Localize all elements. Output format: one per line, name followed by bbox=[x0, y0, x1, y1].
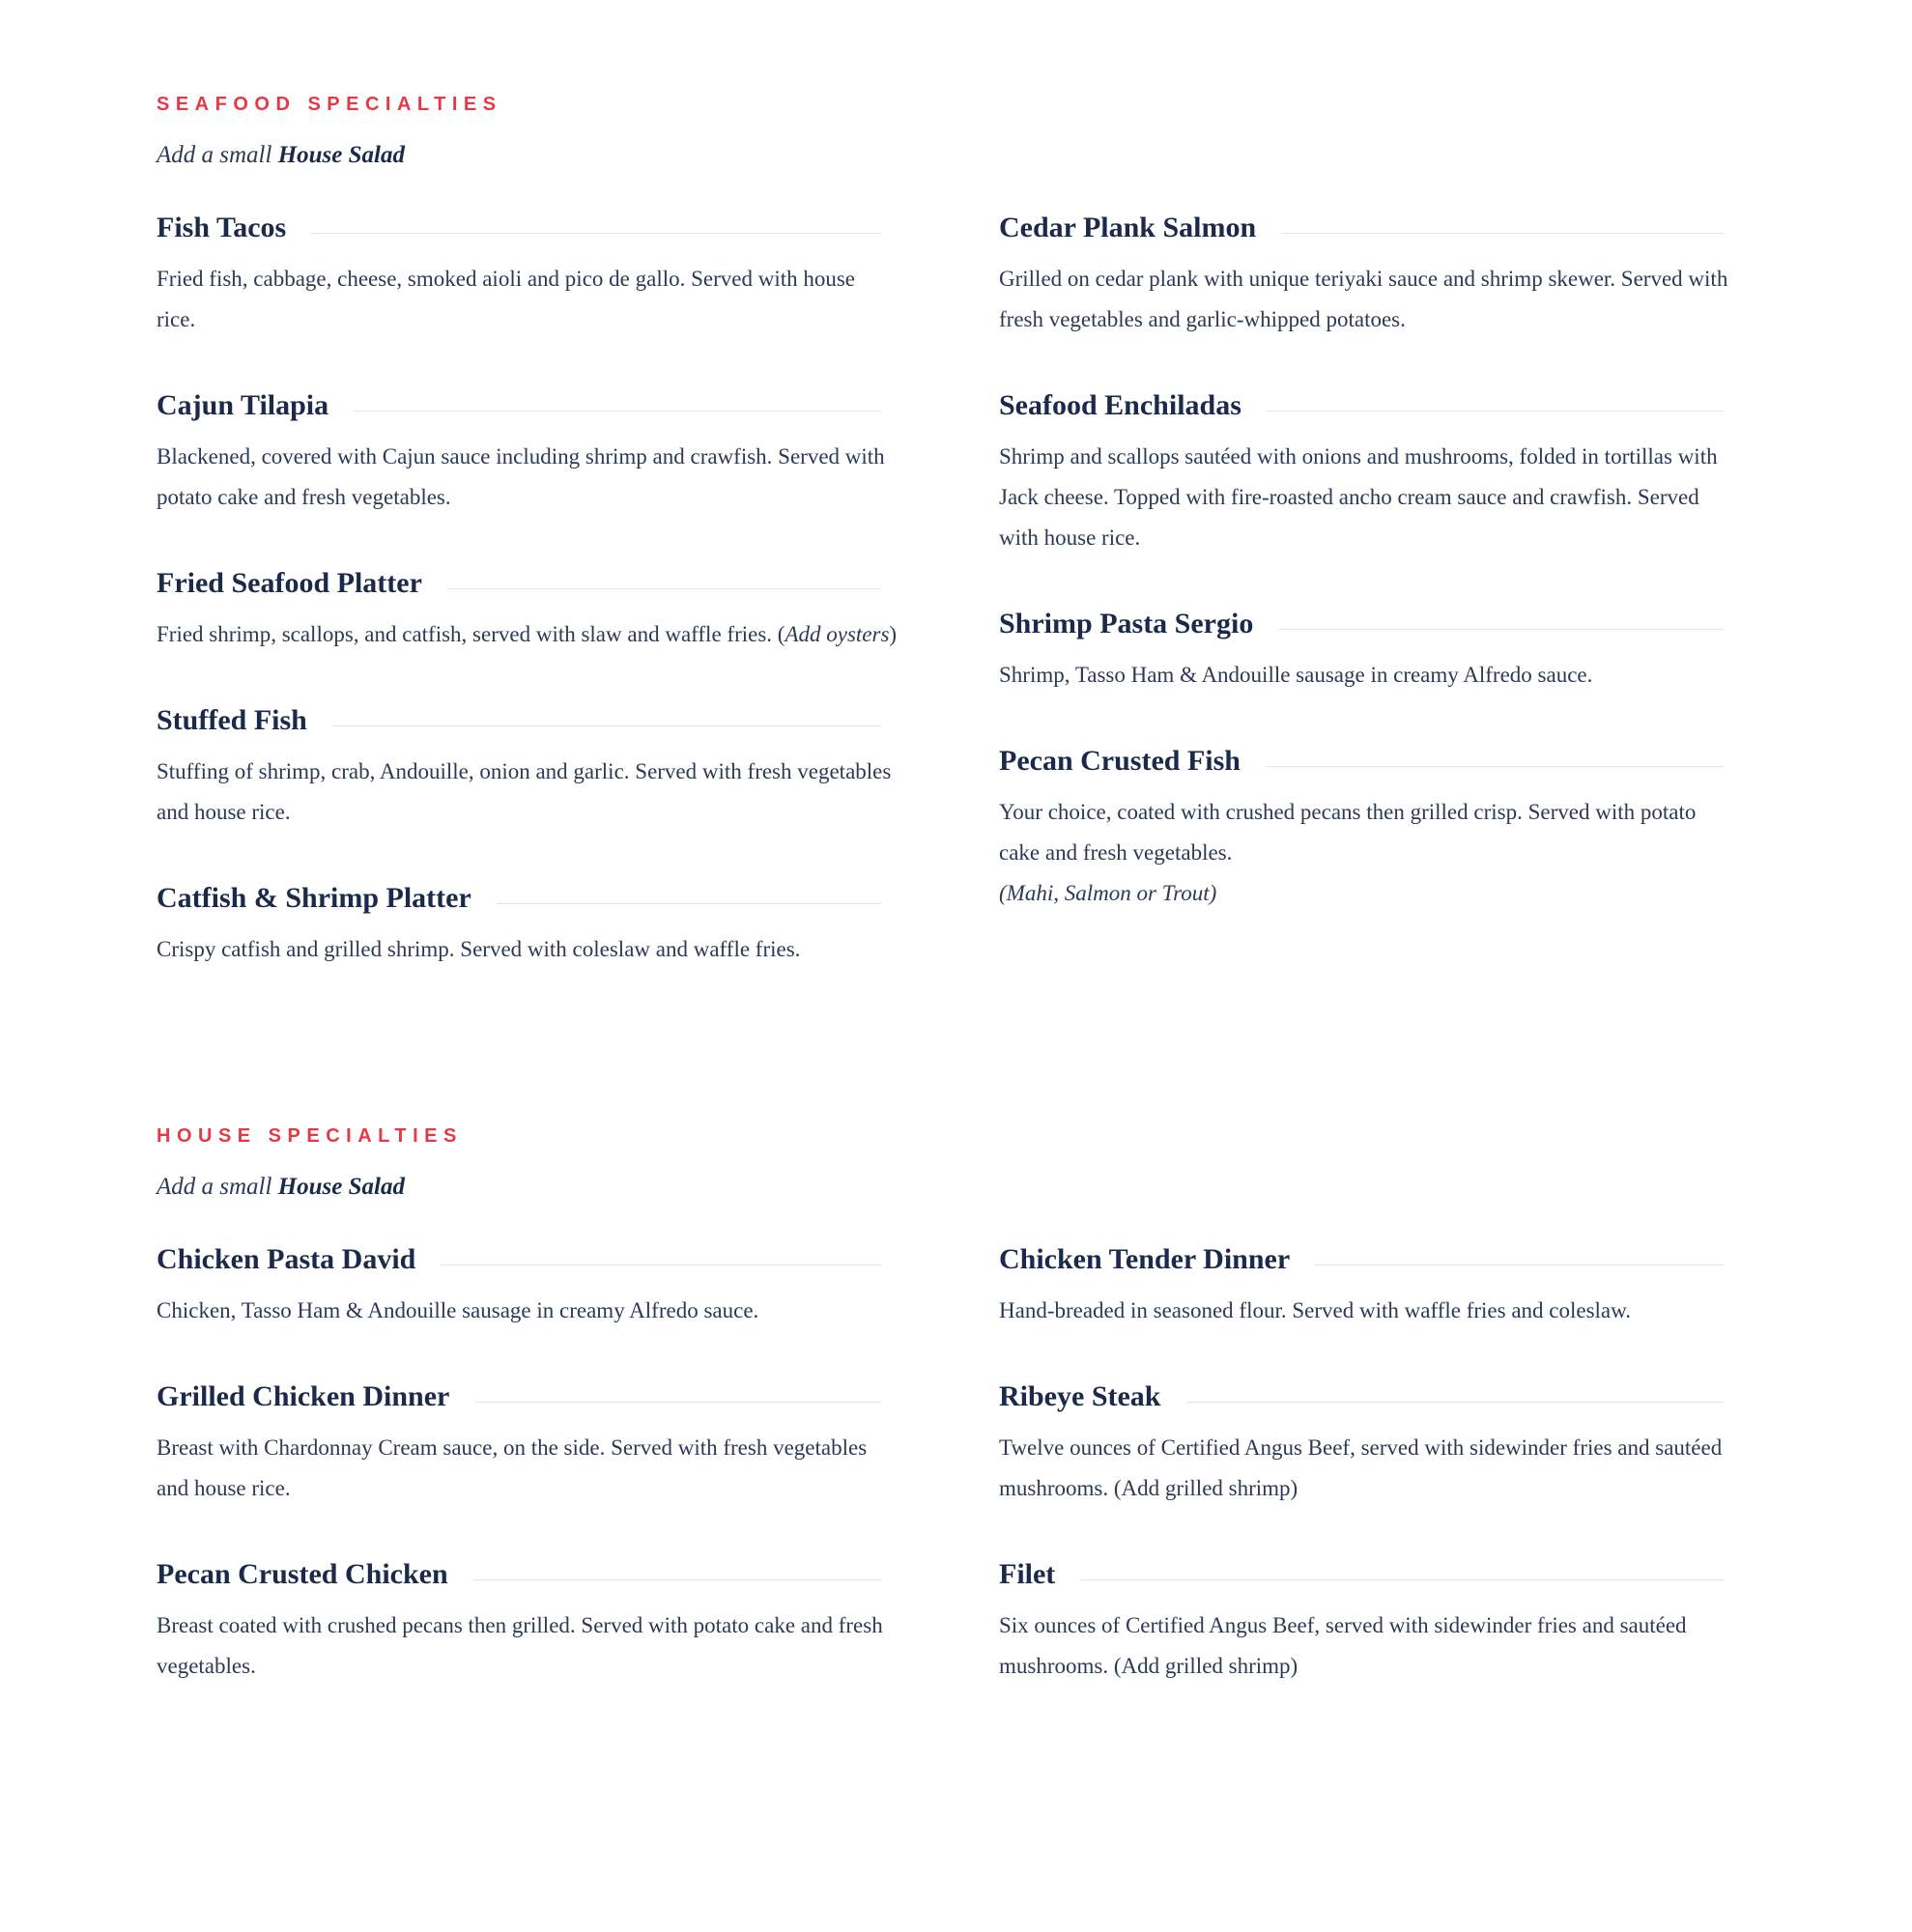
menu-column-right bbox=[999, 211, 1741, 1018]
menu-item bbox=[999, 388, 1741, 558]
divider-line bbox=[1267, 411, 1724, 412]
menu-item-title: Seafood Enchiladas bbox=[999, 389, 1241, 421]
menu-item-title: Cajun Tilapia bbox=[157, 389, 329, 421]
menu-item-header bbox=[999, 1379, 1741, 1414]
menu-item-description: Grilled on cedar plank with unique teriyaki sauce and shrimp skewer. Served with fresh vegetables and garlic-whipped potatoes. bbox=[999, 267, 1728, 331]
menu-item-description: Your choice, coated with crushed pecans then grilled crisp. Served with potato cake and fresh vegetables. bbox=[999, 800, 1697, 865]
menu-item-description: Breast coated with crushed pecans then grilled. Served with potato cake and fresh vegetables. bbox=[157, 1613, 883, 1678]
menu-columns bbox=[157, 1242, 1751, 1735]
menu-item-header bbox=[999, 211, 1741, 245]
menu-item-header bbox=[157, 1379, 899, 1414]
section-note-prefix: Add a small bbox=[157, 1174, 278, 1200]
menu-item-title: Shrimp Pasta Sergio bbox=[999, 608, 1254, 639]
menu-item bbox=[999, 607, 1741, 696]
divider-line bbox=[473, 1579, 881, 1580]
menu-item-title: Cedar Plank Salmon bbox=[999, 212, 1257, 243]
menu-item-description: Chicken, Tasso Ham & Andouille sausage in creamy Alfredo sauce. bbox=[157, 1298, 759, 1322]
menu-item bbox=[999, 211, 1741, 340]
menu-item-header bbox=[999, 1242, 1741, 1277]
menu-item-title: Catfish & Shrimp Platter bbox=[157, 882, 471, 914]
menu-item-title: Pecan Crusted Fish bbox=[999, 745, 1241, 777]
divider-line bbox=[1315, 1264, 1724, 1265]
menu-item-title: Filet bbox=[999, 1558, 1056, 1590]
menu-item-description: Six ounces of Certified Angus Beef, served with sidewinder fries and sautéed mushrooms. (Add grilled shrimp) bbox=[999, 1613, 1687, 1678]
menu-item bbox=[999, 1242, 1741, 1331]
menu-item-header bbox=[157, 1557, 899, 1592]
menu-column-left bbox=[157, 1242, 899, 1735]
menu-item-title: Fried Seafood Platter bbox=[157, 567, 422, 599]
menu-item-header bbox=[157, 881, 899, 916]
menu-item-header bbox=[999, 1557, 1741, 1592]
menu-column-right bbox=[999, 1242, 1741, 1735]
menu-item bbox=[157, 881, 899, 970]
menu-item-header bbox=[999, 388, 1741, 423]
menu-item-description: Breast with Chardonnay Cream sauce, on the side. Served with fresh vegetables and house rice. bbox=[157, 1435, 868, 1500]
divider-line bbox=[1266, 766, 1724, 767]
menu-item-header bbox=[999, 607, 1741, 641]
section-title: SEAFOOD SPECIALTIES bbox=[157, 94, 502, 115]
menu-item-description-text: Fried shrimp, scallops, and catfish, served with slaw and waffle fries. ( bbox=[157, 622, 785, 646]
divider-line bbox=[447, 588, 881, 589]
divider-line bbox=[332, 725, 881, 726]
divider-line bbox=[354, 411, 881, 412]
section-note-highlight: House Salad bbox=[277, 142, 405, 168]
divider-line bbox=[1080, 1579, 1724, 1580]
section-note bbox=[157, 141, 1751, 170]
menu-item-title: Chicken Tender Dinner bbox=[999, 1243, 1291, 1275]
menu-item-header bbox=[157, 566, 899, 601]
menu-item-description: Shrimp and scallops sautéed with onions and mushrooms, folded in tortillas with Jack cheese. Topped with fire-roasted ancho cream sauce and crawfish. Served with house rice. bbox=[999, 444, 1718, 550]
divider-line bbox=[1186, 1402, 1725, 1403]
menu-item-addon: Add oysters bbox=[785, 622, 890, 646]
menu-item-description: Crispy catfish and grilled shrimp. Served with coleslaw and waffle fries. bbox=[157, 937, 801, 961]
section-title: HOUSE SPECIALTIES bbox=[157, 1125, 463, 1147]
seafood-section bbox=[157, 93, 1751, 1018]
menu-item bbox=[157, 1379, 899, 1509]
menu-item-title: Pecan Crusted Chicken bbox=[157, 1558, 448, 1590]
menu-item-title: Grilled Chicken Dinner bbox=[157, 1380, 450, 1412]
menu-item-description: Shrimp, Tasso Ham & Andouille sausage in creamy Alfredo sauce. bbox=[999, 663, 1593, 687]
divider-line bbox=[441, 1264, 881, 1265]
house-section bbox=[157, 1124, 1751, 1735]
menu-item-title: Stuffed Fish bbox=[157, 704, 307, 736]
menu-item bbox=[157, 566, 899, 655]
section-note bbox=[157, 1173, 1751, 1202]
menu-item-description: Fried fish, cabbage, cheese, smoked aioli and pico de gallo. Served with house rice. bbox=[157, 267, 856, 331]
menu-item-description: Twelve ounces of Certified Angus Beef, served with sidewinder fries and sautéed mushrooms. (Add grilled shrimp) bbox=[999, 1435, 1723, 1500]
menu-item-description: Stuffing of shrimp, crab, Andouille, onion and garlic. Served with fresh vegetables and house rice. bbox=[157, 759, 892, 824]
menu-item-note: (Mahi, Salmon or Trout) bbox=[999, 881, 1217, 905]
menu-column-left bbox=[157, 211, 899, 1018]
divider-line bbox=[474, 1402, 881, 1403]
menu-item-header bbox=[157, 388, 899, 423]
menu-item-title: Chicken Pasta David bbox=[157, 1243, 416, 1275]
menu-item bbox=[157, 703, 899, 833]
menu-item bbox=[999, 1379, 1741, 1509]
menu-item-description: Blackened, covered with Cajun sauce including shrimp and crawfish. Served with potato cake and fresh vegetables. bbox=[157, 444, 885, 509]
menu-item bbox=[157, 1557, 899, 1687]
menu-item bbox=[999, 744, 1741, 914]
menu-item-title: Ribeye Steak bbox=[999, 1380, 1161, 1412]
menu-item-description bbox=[157, 614, 899, 655]
menu-item bbox=[157, 211, 899, 340]
section-note-prefix: Add a small bbox=[157, 142, 278, 168]
menu-item-description: Hand-breaded in seasoned flour. Served with waffle fries and coleslaw. bbox=[999, 1298, 1631, 1322]
menu-item bbox=[157, 388, 899, 518]
menu-item-title: Fish Tacos bbox=[157, 212, 287, 243]
menu-page bbox=[157, 0, 1751, 1735]
menu-columns bbox=[157, 211, 1751, 1018]
menu-item-header bbox=[157, 703, 899, 738]
menu-item bbox=[999, 1557, 1741, 1687]
section-note-highlight: House Salad bbox=[277, 1174, 405, 1200]
menu-item-header bbox=[157, 211, 899, 245]
menu-item-header bbox=[999, 744, 1741, 779]
divider-line bbox=[1278, 629, 1724, 630]
menu-item-header bbox=[157, 1242, 899, 1277]
divider-line bbox=[497, 903, 881, 904]
divider-line bbox=[311, 233, 881, 234]
menu-item bbox=[157, 1242, 899, 1331]
divider-line bbox=[1281, 233, 1724, 234]
menu-item-description-end: ) bbox=[889, 622, 898, 646]
